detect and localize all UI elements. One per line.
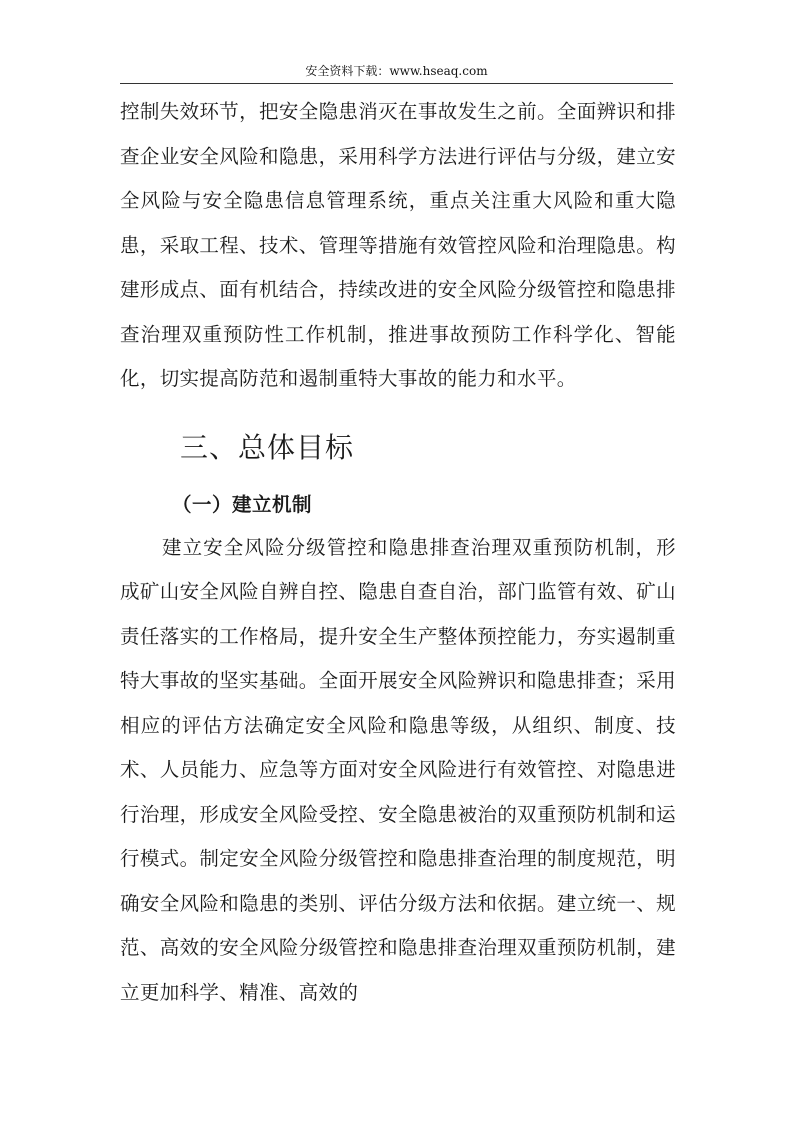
subsection-paragraph: 建立安全风险分级管控和隐患排查治理双重预防机制，形成矿山安全风险自辨自控、隐患自查自治，部门监管有效、矿山责任落实的工作格局，提升安全生产整体预控能力，夯实遏制重特大事故的坚实基础。全面开展安全风险辨识和隐患排查；采用相应的评估方法确定安全风险和隐患等级，从组织、制度、技术、人员能力、应急等方面对安全风险进行有效管控、对隐患进行治理，形成安全风险受控、安全隐患被治的双重预防机制和运行模式。制定安全风险分级管控和隐患排查治理的制度规范，明确安全风险和隐患的类别、评估分级方法和依据。建立统一、规范、高效的安全风险分级管控和隐患排查治理双重预防机制，建立更加科学、精准、高效的: [120, 535, 676, 1004]
intro-paragraph: 控制失效环节，把安全隐患消灭在事故发生之前。全面辨识和排查企业安全风险和隐患，采用科学方法进行评估与分级，建立安全风险与安全隐患信息管理系统，重点关注重大风险和重大隐患，采取工程、技术、管理等措施有效管控风险和治理隐患。构建形成点、面有机结合，持续改进的安全风险分级管控和隐患排查治理双重预防性工作机制，推进事故预防工作科学化、智能化，切实提高防范和遏制重特大事故的能力和水平。: [120, 100, 676, 390]
section-heading: 三、总体目标: [180, 430, 355, 464]
header-divider: [120, 83, 673, 84]
page-header: 安全资料下载：www.hseaq.com: [305, 64, 488, 78]
document-body: [120, 90, 676, 1015]
subsection-heading: （一）建立机制: [172, 492, 313, 516]
